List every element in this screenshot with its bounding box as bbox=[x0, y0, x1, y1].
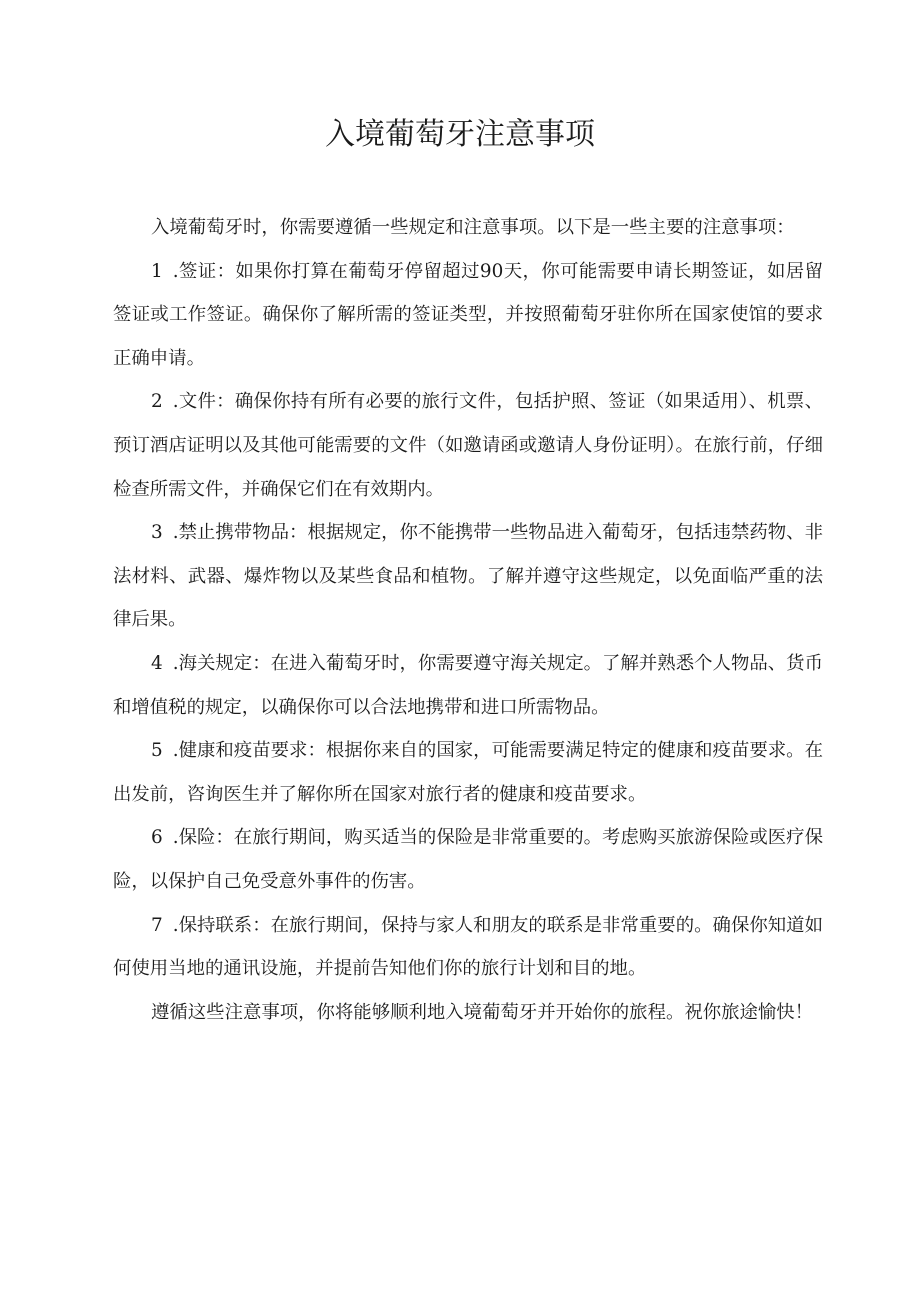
item-paragraph-2 bbox=[113, 380, 823, 511]
item-paragraph-7 bbox=[113, 904, 823, 991]
item-text: .保险：在旅行期间，购买适当的保险是非常重要的。考虑购买旅游保险或医疗保险，以保护自己免受意外事件的伤害。 bbox=[113, 827, 823, 892]
intro-paragraph: 入境葡萄牙时，你需要遵循一些规定和注意事项。以下是一些主要的注意事项： bbox=[151, 217, 795, 238]
item-text: .海关规定：在进入葡萄牙时，你需要遵守海关规定。了解并熟悉个人物品、货币和增值税的规定，以确保你可以合法地携带和进口所需物品。 bbox=[113, 652, 823, 718]
item-number: 4 bbox=[151, 652, 163, 674]
item-text: .禁止携带物品：根据规定，你不能携带一些物品进入葡萄牙，包括违禁药物、非法材料、武器、爆炸物以及某些食品和植物。了解并遵守这些规定，以免面临严重的法律后果。 bbox=[113, 522, 823, 631]
item-paragraph-6 bbox=[113, 816, 823, 903]
document-body bbox=[113, 206, 823, 1034]
closing-paragraph: 遵循这些注意事项，你将能够顺利地入境葡萄牙并开始你的旅程。祝你旅途愉快！ bbox=[151, 1001, 814, 1023]
item-number: 5 bbox=[151, 740, 163, 762]
item-text: .健康和疫苗要求：根据你来自的国家，可能需要满足特定的健康和疫苗要求。在出发前，咨询医生并了解你所在国家对旅行者的健康和疫苗要求。 bbox=[113, 740, 823, 805]
item-text: .签证：如果你打算在葡萄牙停留超过90天，你可能需要申请长期签证，如居留签证或工作签证。确保你了解所需的签证类型，并按照葡萄牙驻你所在国家使馆的要求正确申请。 bbox=[113, 260, 823, 369]
item-number: 1 bbox=[151, 260, 163, 282]
item-number: 2 bbox=[151, 391, 163, 413]
item-number: 6 bbox=[151, 827, 163, 849]
item-text: .保持联系：在旅行期间，保持与家人和朋友的联系是非常重要的。确保你知道如何使用当地的通讯设施，并提前告知他们你的旅行计划和目的地。 bbox=[113, 914, 823, 980]
item-paragraph-4 bbox=[113, 642, 823, 729]
document-title: 入境葡萄牙注意事项 bbox=[325, 117, 595, 152]
item-number: 7 bbox=[151, 914, 163, 936]
item-text: .文件：确保你持有所有必要的旅行文件，包括护照、签证（如果适用）、机票、预订酒店证明以及其他可能需要的文件（如邀请函或邀请人身份证明）。在旅行前，仔细检查所需文件，并确保它们在有效期内。 bbox=[113, 391, 823, 500]
item-paragraph-5 bbox=[113, 729, 823, 816]
item-paragraph-3 bbox=[113, 511, 823, 642]
item-paragraph-1 bbox=[113, 250, 823, 381]
item-number: 3 bbox=[151, 522, 163, 544]
